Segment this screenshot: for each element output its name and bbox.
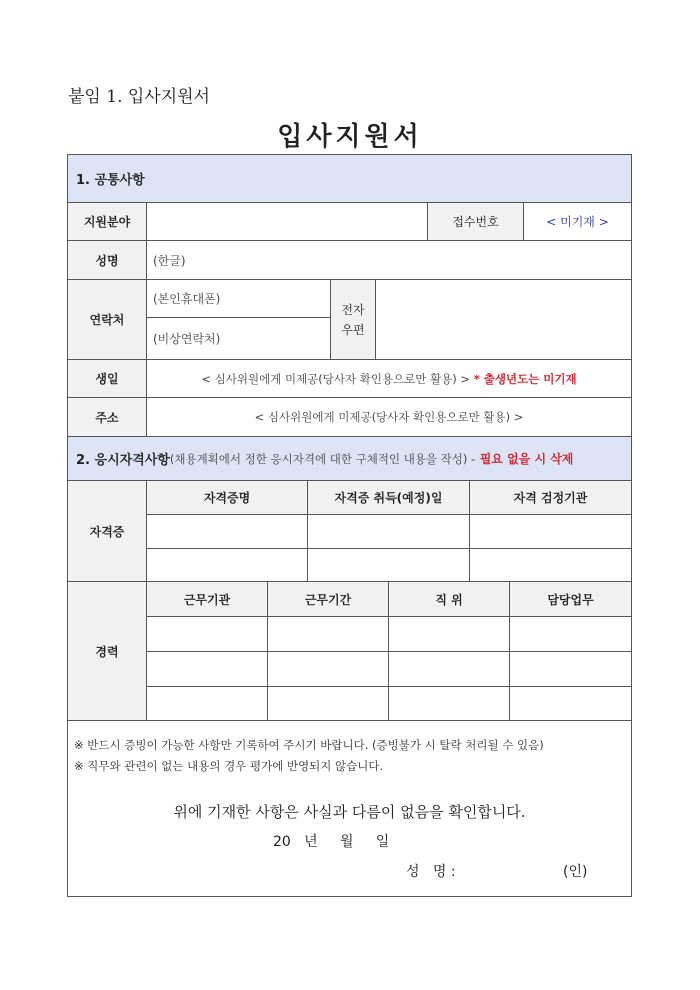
career-cell[interactable] — [388, 651, 510, 687]
cert-cell[interactable] — [146, 514, 308, 549]
name-input[interactable]: (한글) — [146, 240, 632, 280]
career-cell[interactable] — [267, 616, 389, 652]
note-2: ※ 직무와 관련이 없는 내용의 경우 평가에 반영되지 않습니다. — [74, 759, 384, 773]
career-header-cell: 근무기간 — [267, 581, 389, 617]
date-line: 20 년 월 일 — [273, 834, 390, 850]
career-cell[interactable] — [509, 686, 632, 721]
note-1: ※ 반드시 증빙이 가능한 사항만 기록하여 주시기 바랍니다. (증빙불가 시 탈락 처리될 수 있음) — [74, 738, 544, 752]
birth-label: 생일 — [67, 359, 147, 398]
seal-label: (인) — [563, 864, 588, 880]
career-label: 경력 — [67, 581, 147, 721]
career-cell[interactable] — [267, 686, 389, 721]
email-input[interactable] — [375, 279, 632, 360]
birth-input[interactable] — [146, 359, 632, 398]
signature-label: 성 명 : — [406, 864, 456, 880]
section2-warning: 필요 없을 시 삭제 — [479, 452, 574, 466]
section2-title: 2. 응시자격사항 — [76, 453, 170, 468]
mobile-input[interactable]: (본인휴대폰) — [146, 279, 331, 318]
career-cell[interactable] — [146, 616, 268, 652]
cert-cell[interactable] — [307, 548, 470, 582]
career-header-cell: 근무기관 — [146, 581, 268, 617]
email-label: 전자 우편 — [330, 279, 376, 360]
cert-cell[interactable] — [307, 514, 470, 549]
career-cell[interactable] — [267, 651, 389, 687]
section2-subtitle: (채용계획에서 정한 응시자격에 대한 구체적인 내용을 작성) - — [169, 451, 476, 466]
cert-cell[interactable] — [469, 548, 632, 582]
cert-cell[interactable] — [469, 514, 632, 549]
cert-label: 자격증 — [67, 480, 147, 582]
contact-label: 연락처 — [67, 279, 147, 360]
cert-header-cell: 자격 검정기관 — [469, 480, 632, 515]
field-label: 지원분야 — [67, 202, 147, 241]
section1-header: 1. 공통사항 — [67, 154, 632, 203]
career-cell[interactable] — [146, 651, 268, 687]
career-cell[interactable] — [388, 686, 510, 721]
cert-header-cell: 자격증 취득(예정)일 — [307, 480, 470, 515]
career-cell[interactable] — [509, 616, 632, 652]
career-cell[interactable] — [388, 616, 510, 652]
birth-note: < 심사위원에게 미제공(당사자 확인용으로만 활용) > — [201, 371, 471, 386]
emergency-input[interactable]: (비상연락처) — [146, 317, 331, 360]
address-label: 주소 — [67, 397, 147, 437]
cert-cell[interactable] — [146, 548, 308, 582]
section2-header — [67, 436, 632, 481]
receipt-value: < 미기재 > — [523, 202, 632, 241]
career-cell[interactable] — [146, 686, 268, 721]
birth-warning: * 출생년도는 미기재 — [473, 371, 577, 386]
name-label: 성명 — [67, 240, 147, 280]
career-header-cell: 직 위 — [388, 581, 510, 617]
confirmation-text: 위에 기재한 사항은 사실과 다름이 없음을 확인합니다. — [173, 803, 526, 821]
address-input[interactable]: < 심사위원에게 미제공(당사자 확인용으로만 활용) > — [146, 397, 632, 437]
career-cell[interactable] — [509, 651, 632, 687]
field-input[interactable] — [146, 202, 428, 241]
receipt-label: 접수번호 — [427, 202, 524, 241]
career-header-cell: 담당업무 — [509, 581, 632, 617]
attachment-label: 붙임 1. 입사지원서 — [68, 87, 210, 107]
form-title: 입사지원서 — [277, 122, 423, 152]
notes-box — [67, 720, 632, 897]
cert-header-cell: 자격증명 — [146, 480, 308, 515]
